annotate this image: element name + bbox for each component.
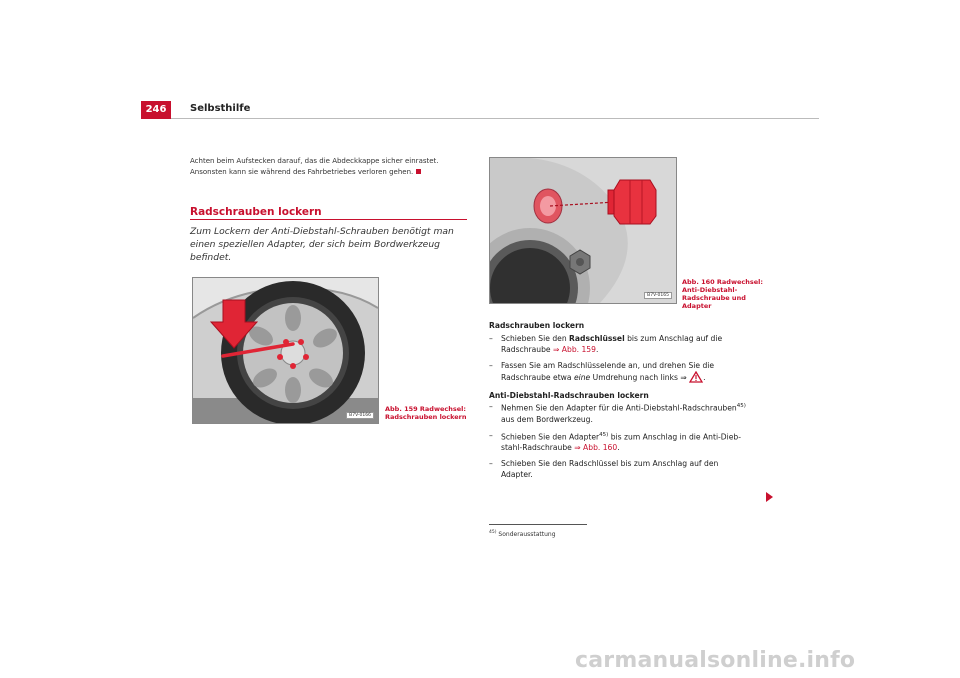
continue-arrow-icon [766,492,773,502]
section-lead: Zum Lockern der Anti-Diebstahl-Schrauben benötigt man einen speziellen Adapter, der sich beim Bordwerkzeug befindet. [190,226,454,263]
warning-icon[interactable] [689,371,703,383]
footnote-mark: 45) [489,530,497,535]
step-text: Radschraube etwa [501,373,574,382]
step-text: Nehmen Sie den Adapter für die Anti-Diebstahl-Radschrauben [501,403,737,413]
step-emphasis: eine [573,373,591,382]
step-loosen-1: – Schieben Sie den Radschlüssel bis zum Anschlag auf die Radschraube ⇒ Abb. 159. [489,334,723,354]
step-antitheft-3: – Schieben Sie den Radschlüssel bis zum Anschlag auf den Adapter. [489,459,719,480]
footnote-divider [489,524,587,525]
end-of-section-icon [416,169,421,174]
step-text: Adapter. [501,470,533,480]
figure-160-bolt-adapter [489,157,677,304]
figure-159-caption-line-2: Radschrauben lockern [385,413,467,421]
step-text: Schieben Sie den Radschlüssel bis zum Anschlag auf den [501,459,719,469]
figure-159-caption-line-1: Abb. 159 Radwechsel: [385,405,466,413]
subheading-loosen: Radschrauben lockern [489,321,585,330]
section-title: Radschrauben lockern [190,206,322,218]
figure-160-link[interactable]: ⇒ Abb. 160 [574,443,618,453]
step-text: bis zum Anschlag auf die [624,334,723,343]
figure-159-link[interactable]: ⇒ Abb. 159 [553,345,596,354]
step-antitheft-1: – Nehmen Sie den Adapter für die Anti-Diebstahl-Radschrauben$^{45)}$ aus dem Bordwerkzeug. [489,402,746,424]
intro-line-1: Achten beim Aufstecken darauf, das die Abdeckkappe sicher einrastet. [190,157,439,165]
figure-160-caption-line-1: Abb. 160 Radwechsel: [682,278,763,286]
watermark: carmanualsonline.info [575,648,856,673]
bolt-adapter-illustration [490,158,676,303]
wheel-wrench-illustration [193,278,378,423]
footnote [489,530,556,538]
step-text: stahl-Radschraube [501,443,575,453]
subheading-anti-theft: Anti-Diebstahl-Radschrauben lockern [489,391,649,400]
footnote-text: Sonderausstattung [498,531,556,538]
step-text: bis zum Anschlag in die Anti-Dieb- [608,432,741,442]
step-emphasis: Radschlüssel [569,334,625,343]
figure-160-caption-line-2: Anti-Diebstahl- [682,286,738,294]
footnote-ref: 45) [599,431,609,438]
figure-159-code: B7V-0166 [346,412,374,419]
step-text: Fassen Sie am Radschlüsselende an, und drehen Sie die [501,361,715,370]
figure-160-caption [682,278,772,310]
figure-159-wheel-wrench [192,277,379,424]
figure-159-caption [385,405,475,421]
step-loosen-2: – Fassen Sie am Radschlüsselende an, und drehen Sie die Radschraube etwa eine Umdrehung nach links ⇒ . [489,361,715,382]
step-antitheft-2: – Schieben Sie den Adapter$^{45)}$ bis zum Anschlag in die Anti-Dieb- stahl-Radschraube ⇒ Abb. 160. [489,430,741,453]
chapter-title: Selbsthilfe [190,103,251,114]
step-text: Radschraube [501,345,554,354]
figure-160-caption-line-3: Radschraube und Adapter [682,294,746,310]
instructions-loosen [489,320,769,480]
section-divider [190,219,467,220]
intro-line-2: Ansonsten kann sie während des Fahrbetriebes verloren gehen. [190,167,414,176]
footnote-ref: 45) [736,403,746,409]
intro-paragraph [190,156,480,177]
step-text: aus dem Bordwerkzeug. [501,414,593,424]
header-divider [171,118,819,119]
page-number: 246 [141,101,171,119]
step-text: Schieben Sie den Adapter [501,432,600,442]
step-text: Schieben Sie den [501,334,570,343]
figure-160-code: B7V-0165 [644,292,672,299]
step-text: Umdrehung nach links ⇒ [590,373,690,382]
